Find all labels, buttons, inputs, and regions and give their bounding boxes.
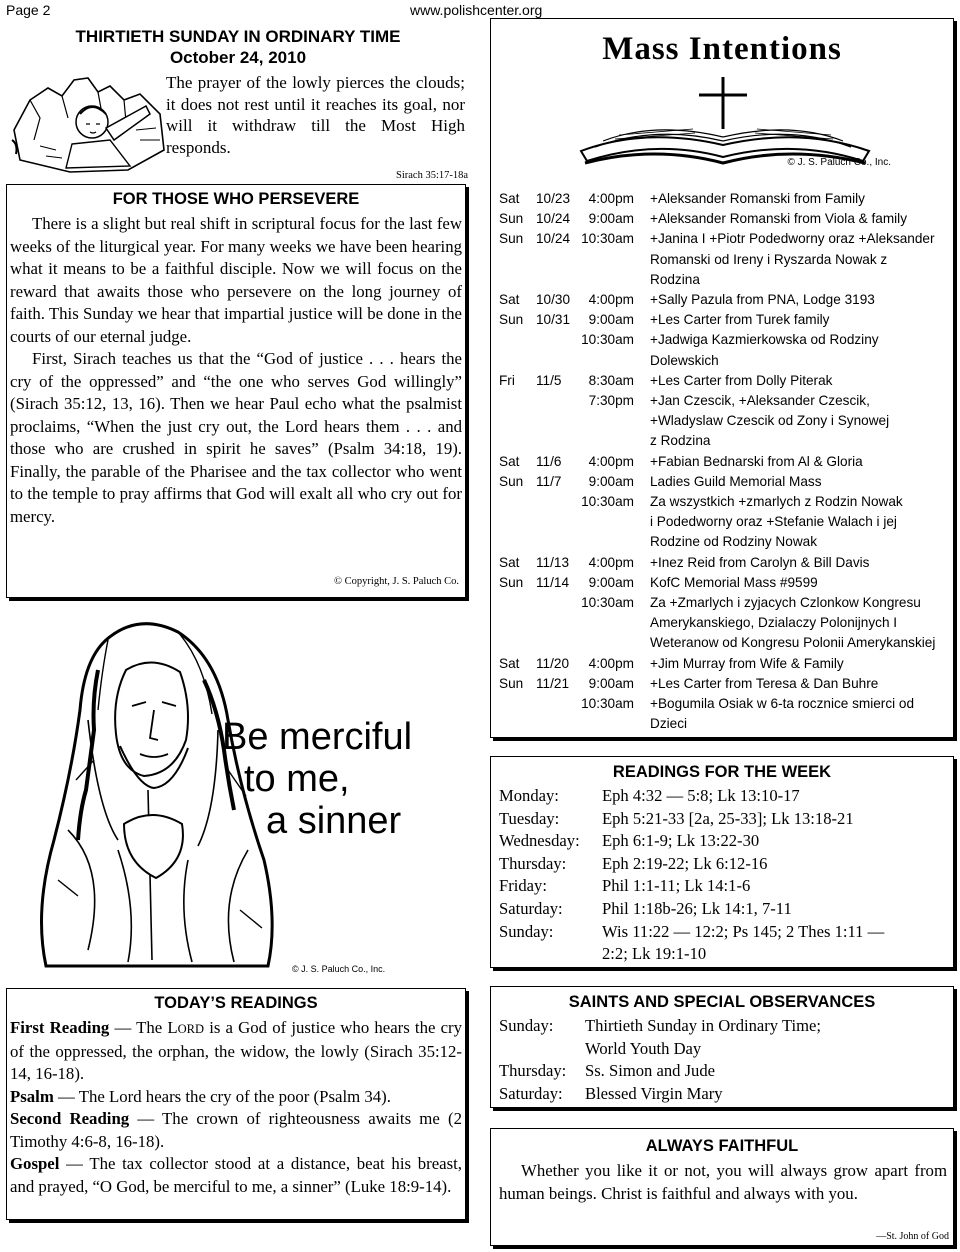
mass-intention-row (499, 209, 947, 229)
mass-day: Sun (499, 312, 524, 328)
mass-intention-row (499, 472, 947, 492)
second-reading-label: Second Reading (10, 1109, 130, 1128)
mass-time (573, 431, 634, 451)
reading-row (499, 808, 947, 831)
persevere-paragraph-1: There is a slight but real shift in scriptural focus for the last few weeks of the liturgical year. For many weeks we have been hearing what it means to be a faithful disciple. Now we will focus on the reward that awaits those who persevere on the long journey of faith. This Sunday we hear that impartial justice will be done in the courts of our eternal judge. (10, 214, 462, 346)
mass-date (536, 411, 573, 431)
saint-row-day: Sunday: (499, 1016, 554, 1035)
mass-intention-row (499, 290, 947, 310)
mass-text: KofC Memorial Mass #9599 (650, 574, 818, 590)
mass-date (536, 613, 573, 633)
todays-readings-body (10, 1017, 462, 1198)
mass-date (536, 593, 573, 613)
mass-day: Sat (499, 655, 520, 671)
mass-intention-row (499, 512, 947, 532)
mass-date: 11/6 (536, 453, 562, 469)
mass-time (573, 270, 634, 290)
mass-time: 10:30am (581, 595, 634, 611)
saint-row-day: Saturday: (499, 1083, 563, 1103)
reading-row (499, 921, 947, 944)
reading-row-day (499, 943, 602, 966)
mass-day (499, 492, 536, 512)
reading-row-text: Eph 5:21-33 [2a, 25-33]; Lk 13:18-21 (602, 808, 854, 828)
reading-row (499, 853, 947, 876)
mass-time: 4:00pm (588, 191, 634, 206)
persevere-box (6, 184, 466, 598)
mass-text: +Sally Pazula from PNA, Lodge 3193 (650, 292, 875, 308)
mass-day: Sun (499, 473, 524, 489)
gospel-reading: Gospel — The tax collector stood at a distance, beat his breast, and prayed, “O God, be merciful to me, a sinner” (Luke 18:9-14). (10, 1154, 462, 1196)
mass-date: 10/24 (536, 231, 571, 247)
mass-intention-row (499, 431, 947, 451)
mass-text: Romanski od Ireny i Ryszarda Nowak z (650, 251, 888, 267)
reading-row-text: Wis 11:22 — 12:2; Ps 145; 2 Thes 1:11 — (602, 921, 885, 941)
second-reading: Second Reading — The crown of righteousness awaits me (2 Timothy 4:6-8, 16-18). (10, 1109, 462, 1151)
mass-time: 8:30am (588, 372, 634, 388)
mass-text: Weteranow od Kongresu Polonii Amerykanskiej (650, 635, 936, 651)
reading-row-text: Eph 4:32 — 5:8; Lk 13:10-17 (602, 786, 800, 805)
mass-text: +Fabian Bednarski from Al & Gloria (650, 453, 863, 469)
mass-date: 11/20 (536, 655, 570, 671)
reading-row-text: Phil 1:1-11; Lk 14:1-6 (602, 876, 751, 896)
mass-text: +Les Carter from Turek family (650, 312, 830, 328)
mass-time: 9:00am (588, 675, 634, 691)
mass-day: Sun (499, 574, 524, 590)
image-credit: © J. S. Paluch Co., Inc. (292, 964, 386, 974)
saints-heading: SAINTS AND SPECIAL OBSERVANCES (568, 993, 876, 1011)
mass-day (499, 694, 536, 714)
mass-intention-row (499, 391, 947, 411)
mass-intention-row (499, 593, 947, 613)
mass-date: 11/13 (536, 554, 570, 570)
faithful-attribution: —St. John of God (876, 1231, 949, 1242)
mass-text: +Inez Reid from Carolyn & Bill Davis (650, 554, 870, 570)
readings-week-list (499, 785, 947, 966)
mass-date: 11/14 (536, 574, 570, 590)
saint-row-text: Thirtieth Sunday in Ordinary Time; (585, 1016, 821, 1035)
mass-intention-row (499, 633, 947, 653)
mass-day: Sat (499, 292, 520, 308)
persevere-copyright: © Copyright, J. S. Paluch Co. (334, 576, 459, 587)
saint-row (499, 1015, 947, 1038)
faithful-text: Whether you like it or not, you will always grow apart from human beings. Christ is faithful and always with you. (499, 1161, 947, 1203)
quote-reference: Sirach 35:17-18a (396, 170, 469, 181)
mass-time (573, 613, 634, 633)
mass-time (573, 351, 634, 371)
mass-day: Fri (499, 372, 515, 388)
mass-intentions-box (490, 18, 954, 738)
mass-intentions-list (499, 189, 947, 734)
mass-intention-row (499, 492, 947, 512)
mass-date: 11/21 (536, 675, 570, 691)
mass-text: +Aleksander Romanski from Family (650, 191, 865, 206)
mass-time: 4:00pm (588, 453, 634, 469)
mass-intentions-credit: © J. S. Paluch Co., Inc. (787, 157, 891, 168)
mass-time: 10:30am (581, 494, 634, 510)
mass-time: 9:00am (588, 312, 634, 328)
website-url[interactable]: www.polishcenter.org (410, 2, 543, 18)
mass-date: 10/24 (536, 211, 571, 227)
saints-list (499, 1015, 947, 1105)
mass-date: 11/7 (536, 473, 562, 489)
saints-box (490, 986, 954, 1108)
mass-day (499, 431, 536, 451)
mass-day (499, 270, 536, 290)
reading-row-day: Monday: (499, 786, 559, 805)
mass-text: z Rodzina (650, 433, 711, 449)
reading-row (499, 830, 947, 853)
mass-day (499, 330, 536, 350)
mass-intention-row (499, 613, 947, 633)
mass-time: 4:00pm (588, 655, 634, 671)
reading-row-text: Phil 1:18b-26; Lk 14:1, 7-11 (602, 898, 792, 918)
faithful-box (490, 1128, 954, 1246)
mass-text: Amerykanskiego, Dzialaczy Polonijnych I (650, 615, 898, 631)
mass-time (573, 714, 634, 734)
mass-time: 4:00pm (588, 554, 634, 570)
reading-row-day: Friday: (499, 876, 547, 896)
mass-text: Rodzine od Rodziny Nowak (650, 534, 817, 550)
mass-intention-row (499, 330, 947, 350)
mass-text: +Jadwiga Kazmierkowska od Rodziny (650, 332, 879, 348)
mass-intention-row (499, 189, 947, 209)
mass-date: 11/5 (536, 372, 562, 388)
mass-day: Sat (499, 191, 520, 206)
mass-date (536, 391, 573, 411)
persevere-heading: FOR THOSE WHO PERSEVERE (112, 190, 360, 208)
mass-day (499, 714, 536, 734)
mass-day (499, 593, 536, 613)
mass-intention-row (499, 532, 947, 552)
mass-day (499, 613, 536, 633)
sunday-date: October 24, 2010 (169, 48, 307, 67)
mass-time: 7:30pm (588, 393, 634, 409)
reading-row-day: Sunday: (499, 921, 554, 941)
persevere-body (10, 213, 462, 528)
mass-day (499, 532, 536, 552)
saint-row-day (499, 1038, 585, 1061)
mass-day (499, 512, 536, 532)
mass-date (536, 694, 573, 714)
saint-row (499, 1038, 947, 1061)
mass-text: Dolewskich (650, 352, 719, 368)
mass-intentions-title: Mass Intentions (602, 31, 842, 67)
mass-intention-row (499, 229, 947, 249)
mass-day (499, 391, 536, 411)
mass-text: Dzieci (650, 716, 688, 732)
lord-smallcaps: LORD (167, 1018, 205, 1037)
mass-day: Sun (499, 211, 524, 227)
mass-time (573, 250, 634, 270)
mass-date (536, 351, 573, 371)
mass-intention-row (499, 270, 947, 290)
mass-time: 10:30am (581, 231, 634, 247)
mass-text: +Bogumila Osiak w 6-ta rocznice smierci od (650, 696, 915, 712)
mass-intention-row (499, 553, 947, 573)
mass-time: 10:30am (581, 696, 634, 712)
gospel-label: Gospel (10, 1154, 60, 1173)
mass-intention-row (499, 310, 947, 330)
mass-day: Sat (499, 453, 520, 469)
mass-text: Ladies Guild Memorial Mass (650, 473, 822, 489)
mass-intention-row (499, 371, 947, 391)
caption-line-3: a sinner (266, 800, 402, 842)
mass-day (499, 411, 536, 431)
mass-text: Za +Zmarlych i zyjacych Czlonkow Kongresu (650, 595, 921, 611)
mass-text: +Janina I +Piotr Podedworny oraz +Aleksander (650, 231, 935, 247)
faithful-heading: ALWAYS FAITHFUL (645, 1137, 799, 1155)
mass-time: 9:00am (588, 211, 634, 227)
mass-text: Rodzina (650, 271, 700, 287)
sunday-quote: The prayer of the lowly pierces the clouds; it does not rest until it reaches its goal, nor will it withdraw till the Most High responds. (166, 73, 465, 157)
reading-row (499, 943, 947, 966)
mass-text: +Wladyslaw Czescik od Zony i Synowej (650, 413, 890, 429)
mass-time: 9:00am (588, 574, 634, 590)
mass-text: +Les Carter from Dolly Piterak (650, 372, 833, 388)
mass-text: Za wszystkich +zmarlych z Rodzin Nowak (650, 494, 903, 510)
reading-row (499, 875, 947, 898)
mass-text: +Les Carter from Teresa & Dan Buhre (650, 675, 879, 691)
first-reading: First Reading — The LORD is a God of justice who hears the cry of the oppressed, the orphan, the widow, the lowly (Sirach 35:12-14, 16-18). (10, 1018, 463, 1083)
mass-intention-row (499, 250, 947, 270)
mass-date: 10/23 (536, 191, 571, 206)
reading-row (499, 898, 947, 921)
mass-time (573, 411, 634, 431)
caption-line-1: Be merciful (222, 716, 413, 758)
reading-row-day: Saturday: (499, 898, 563, 918)
mass-intention-row (499, 654, 947, 674)
mass-date: 10/30 (536, 292, 571, 308)
todays-readings-heading: TODAY’S READINGS (154, 994, 318, 1012)
mass-time (573, 532, 634, 552)
mass-text: +Jan Czescik, +Aleksander Czescik, (650, 393, 870, 409)
mass-intention-row (499, 694, 947, 714)
mass-intention-row (499, 674, 947, 694)
mass-day (499, 633, 536, 653)
mass-date (536, 330, 573, 350)
mass-date (536, 512, 573, 532)
mass-text: +Aleksander Romanski from Viola & family (650, 211, 908, 227)
mass-intention-row (499, 573, 947, 593)
psalm-label: Psalm (10, 1086, 54, 1106)
reading-row-day: Tuesday: (499, 808, 560, 828)
reading-row-day: Thursday: (499, 853, 567, 873)
saint-row (499, 1060, 947, 1083)
reading-row-text: Eph 2:19-22; Lk 6:12-16 (602, 853, 768, 873)
mass-intention-row (499, 714, 947, 734)
mass-time: 4:00pm (588, 292, 634, 308)
readings-week-box (490, 756, 954, 968)
praying-hands-illustration (10, 70, 166, 174)
mass-date (536, 270, 573, 290)
psalm-reading: Psalm — The Lord hears the cry of the poor (Psalm 34). (10, 1086, 391, 1106)
mass-date (536, 532, 573, 552)
mass-text: +Jim Murray from Wife & Family (650, 655, 844, 671)
mass-date (536, 633, 573, 653)
page-number: Page 2 (6, 2, 51, 18)
readings-week-heading: READINGS FOR THE WEEK (612, 763, 832, 781)
mass-text: i Podedworny oraz +Stefanie Walach i jej (650, 514, 897, 530)
mass-day: Sun (499, 675, 524, 691)
mass-time: 9:00am (588, 473, 634, 489)
mass-intention-row (499, 411, 947, 431)
mass-date (536, 250, 573, 270)
todays-readings-box (6, 988, 466, 1220)
mass-date (536, 492, 573, 512)
sunday-title: THIRTIETH SUNDAY IN ORDINARY TIME (75, 27, 401, 46)
mass-time (573, 512, 634, 532)
saint-row-day: Thursday: (499, 1061, 567, 1081)
mass-time (573, 633, 634, 653)
caption-line-2: to me, (244, 758, 350, 800)
mass-day: Sat (499, 554, 520, 570)
saint-row (499, 1083, 947, 1106)
mass-date: 10/31 (536, 312, 571, 328)
saint-row-text: World Youth Day (585, 1038, 702, 1058)
first-reading-label: First Reading (10, 1018, 110, 1037)
reading-row-text: Eph 6:1-9; Lk 13:22-30 (602, 831, 760, 851)
mass-day: Sun (499, 231, 524, 247)
mass-intention-row (499, 452, 947, 472)
mass-intention-row (499, 351, 947, 371)
reading-row-text: 2:2; Lk 19:1-10 (602, 944, 707, 964)
mass-day (499, 250, 536, 270)
mass-day (499, 351, 536, 371)
mass-date (536, 714, 573, 734)
reading-row (499, 785, 947, 808)
mass-time: 10:30am (581, 332, 634, 348)
saint-row-text: Ss. Simon and Jude (585, 1061, 715, 1081)
reading-row-day: Wednesday: (499, 831, 580, 851)
saint-row-text: Blessed Virgin Mary (585, 1083, 723, 1103)
persevere-paragraph-2: First, Sirach teaches us that the “God of justice . . . hears the cry of the oppressed” and “the one who serves God willingly” (Sirach 35:12, 13, 16). Then we hear Paul echo what the psalmist proclaims, “When the just cry out, the Lord hears them . . . and those who are crushed in spirit he saves” (Psalm 34:18, 19). Finally, the parable of the Pharisee and the tax collector who went to the temple to pray affirms that God will exalt all who cry out for mercy. (10, 349, 462, 526)
mass-date (536, 431, 573, 451)
